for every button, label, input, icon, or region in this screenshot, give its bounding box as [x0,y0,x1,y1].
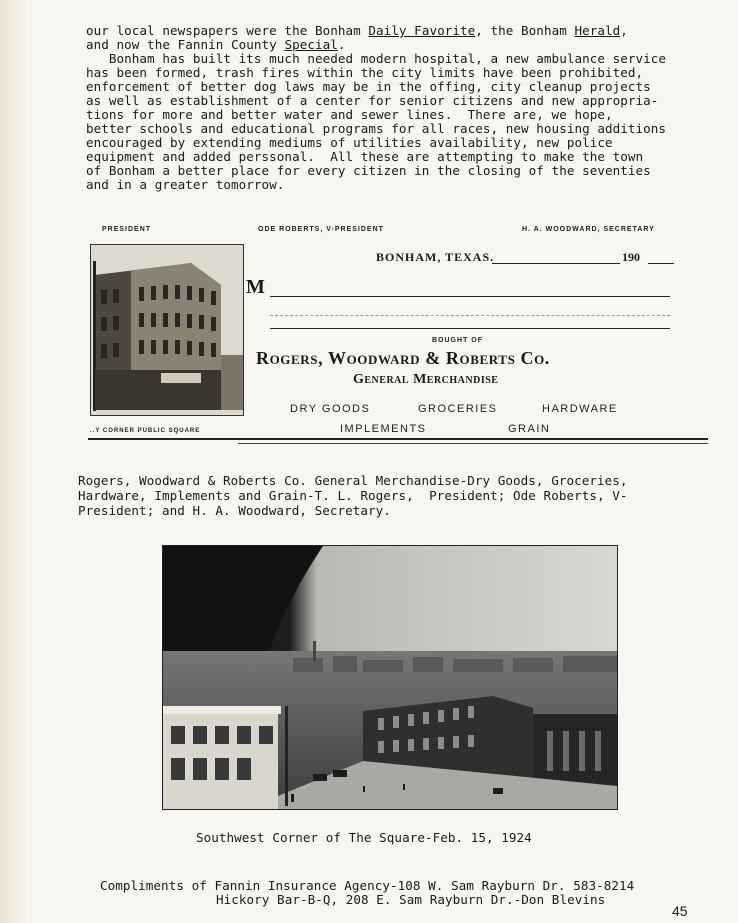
building-illustration [91,245,243,415]
goods-hardware: HARDWARE [542,403,618,415]
letterhead-m-label: M [246,276,265,298]
letterhead-company-name: Rogers, Woodward & Roberts Co. [256,348,550,368]
footer-line-2: Hickory Bar-B-Q, 208 E. Sam Rayburn Dr.-Don Blevins [216,892,606,907]
name-rule-1 [270,296,670,297]
text-span: , [620,23,628,38]
newspaper-herald: Herald [574,23,621,38]
newspaper-special: Special [284,37,338,52]
paragraph-line: has been formed, trash fires within the city limits have been prohibited, [86,65,644,80]
goods-grain: GRAIN [508,423,551,435]
letterhead-bought-of: BOUGHT OF [432,337,483,344]
goods-implements: IMPLEMENTS [340,423,427,435]
paragraph-line: better schools and educational programs for all races, new housing additions [86,121,667,136]
letterhead-bottom-rule [88,438,708,440]
caption-line: Rogers, Woodward & Roberts Co. General Merchandise-Dry Goods, Groceries, [78,473,628,488]
town-square-illustration [163,546,617,809]
name-rule-2-faint [270,315,670,316]
goods-groceries: GROCERIES [418,403,498,415]
historic-square-photo [162,545,618,810]
page-number: 45 [672,903,688,919]
text-span: . [337,37,346,52]
paragraph-line: enforcement of better dog laws may be in the offing, city cleanup projects [86,79,651,94]
footer-line-1: Compliments of Fannin Insurance Agency-108 W. Sam Rayburn Dr. 583-8214 [100,878,635,893]
letterhead-year: 190 [622,250,640,264]
letterhead-subtitle: General Merchandise [353,372,499,387]
year-rule [648,263,674,264]
text-span: , the Bonham [475,23,575,38]
letterhead-secretary: H. A. WOODWARD, SECRETARY [522,226,655,233]
caption-line: President; and H. A. Woodward, Secretary. [78,503,391,518]
paragraph-line: and in a greater tomorrow. [86,177,285,192]
letterhead-president-label: PRESIDENT [102,226,152,233]
letterhead-bottom-rule-2 [238,443,708,444]
page-edge-shadow [0,0,28,923]
date-rule [492,263,620,264]
name-rule-3 [270,328,670,329]
text-span: and now the Fannin County [86,37,285,52]
paragraph-line: of Bonham a better place for every citizen in the closing of the seventies [86,163,651,178]
letterhead-city: BONHAM, TEXAS. [376,250,495,264]
goods-dry-goods: DRY GOODS [290,403,371,415]
paragraph-line: equipment and added perssonal. All these are attempting to make the town [86,149,644,164]
letterhead-building-photo [90,244,244,416]
paragraph-1-line-2 [86,38,346,52]
photo-caption: Southwest Corner of The Square-Feb. 15, 1924 [196,830,532,845]
letterhead-photo-caption: ..Y CORNER PUBLIC SQUARE [90,428,201,434]
paragraph-line: tions for more and better water and sewer lines. There are, we hope, [86,107,613,122]
caption-line: Hardware, Implements and Grain-T. L. Rogers, President; Ode Roberts, V- [78,488,628,503]
paragraph-line: Bonham has built its much needed modern hospital, a new ambulance service [86,51,667,66]
paragraph-line: as well as establishment of a center for senior citizens and new appropria- [86,93,659,108]
text-span: our local newspapers were the Bonham [86,23,369,38]
letterhead [88,220,710,448]
letterhead-vice-president: ODE ROBERTS, V-PRESIDENT [258,226,384,233]
paragraph-1-line-1 [86,24,628,38]
newspaper-daily-favorite: Daily Favorite [368,23,476,38]
paragraph-line: encouraged by extending mediums of utilities availability, new police [86,135,613,150]
